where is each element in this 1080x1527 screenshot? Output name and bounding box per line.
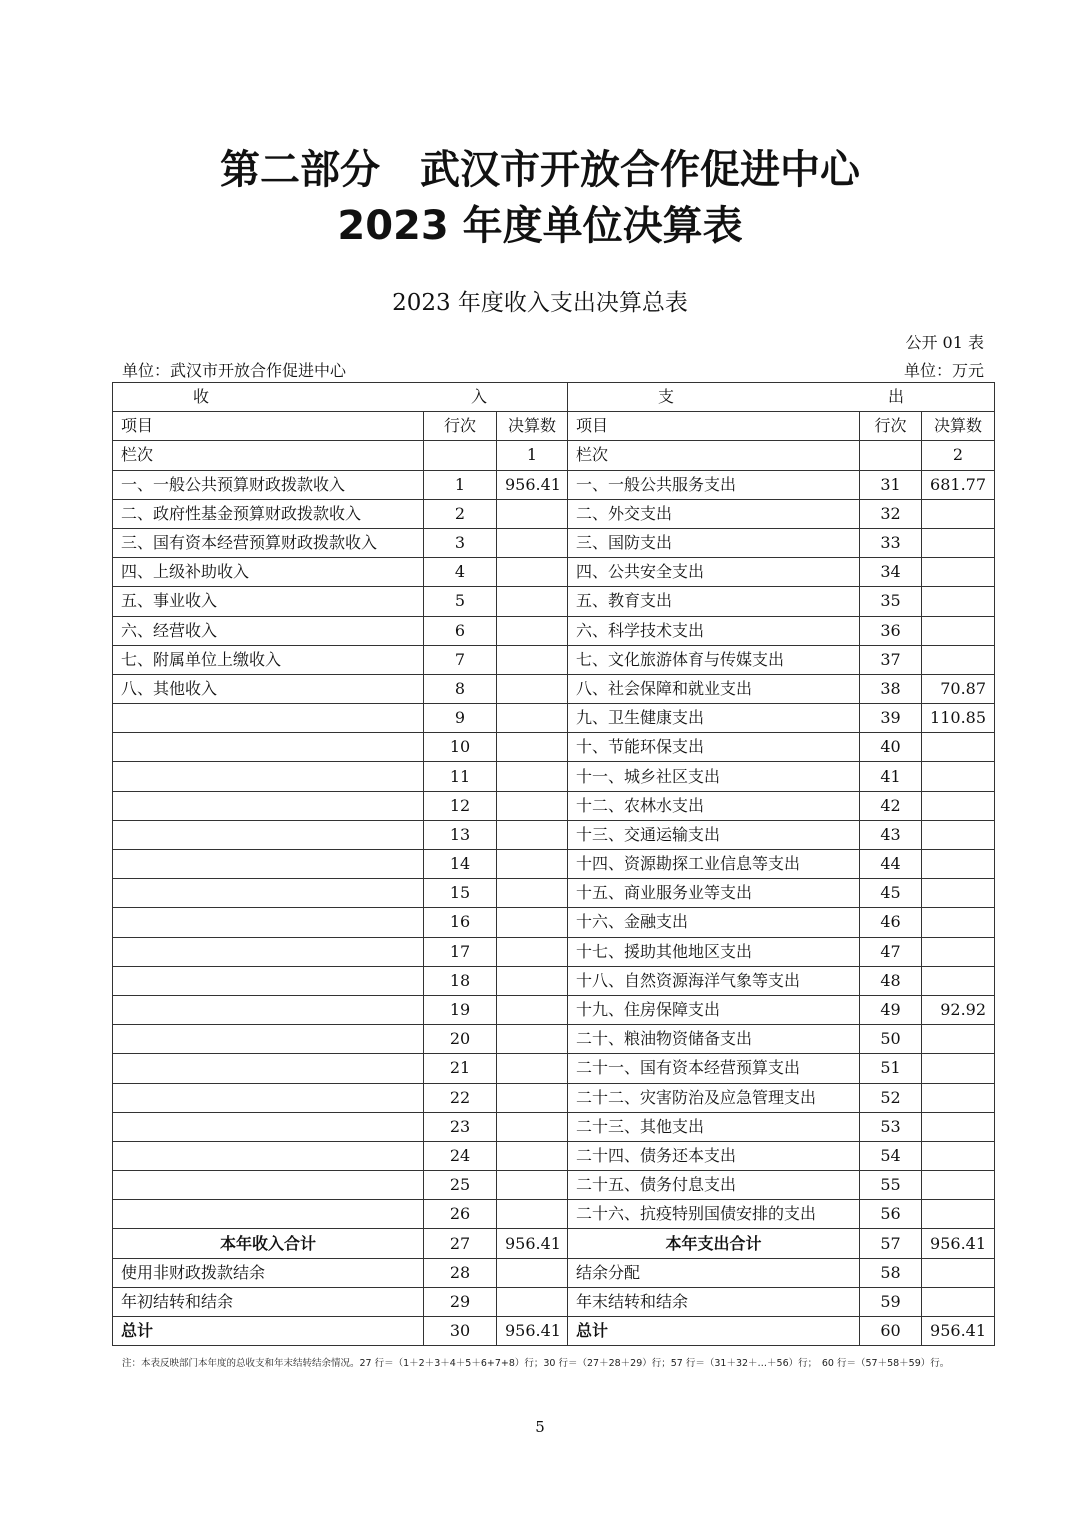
expense-amount [922,1025,995,1054]
expense-line-no: 37 [860,645,922,674]
expense-item: 二十三、其他支出 [568,1112,860,1141]
income-item-header: 项目 [113,412,424,441]
expense-item: 二十、粮油物资储备支出 [568,1025,860,1054]
expense-amount [922,558,995,587]
table-row [113,1200,995,1229]
expense-item: 六、科学技术支出 [568,616,860,645]
expense-line-no: 43 [860,820,922,849]
expense-amount: 110.85 [922,704,995,733]
income-line-no: 8 [424,674,497,703]
income-line-no: 3 [424,528,497,557]
table-row [113,470,995,499]
income-amount [497,850,568,879]
income-item: 使用非财政拨款结余 [113,1258,424,1287]
table-row [113,820,995,849]
expense-amount [922,616,995,645]
income-amount [497,762,568,791]
page-title-line2: 2023 年度单位决算表 [337,203,743,249]
income-line-no: 26 [424,1200,497,1229]
income-amount [497,908,568,937]
expense-item: 四、公共安全支出 [568,558,860,587]
income-amount [497,1258,568,1287]
income-section-header [113,383,568,412]
expense-line-no: 51 [860,1054,922,1083]
expense-item: 二、外交支出 [568,499,860,528]
summary-table [112,382,995,1346]
expense-item: 总计 [568,1317,860,1346]
expense-amount: 956.41 [922,1229,995,1258]
expense-line-no: 52 [860,1083,922,1112]
expense-line-no: 57 [860,1229,922,1258]
form-number: 公开 01 表 [905,333,984,352]
income-line-no: 24 [424,1141,497,1170]
expense-item: 七、文化旅游体育与传媒支出 [568,645,860,674]
income-item [113,1141,424,1170]
income-amount [497,733,568,762]
income-amount: 956.41 [497,1229,568,1258]
income-line-no: 20 [424,1025,497,1054]
income-item [113,1083,424,1112]
income-item [113,820,424,849]
expense-amount [922,937,995,966]
income-amount [497,1141,568,1170]
expense-line-no: 59 [860,1287,922,1316]
income-amount-header: 决算数 [497,412,568,441]
income-line-no: 4 [424,558,497,587]
expense-item: 十二、农林水支出 [568,791,860,820]
expense-line-no: 48 [860,966,922,995]
expense-item: 十四、资源勘探工业信息等支出 [568,850,860,879]
table-row [113,791,995,820]
income-item [113,791,424,820]
income-line-blank [424,441,497,470]
unit-organization: 单位：武汉市开放合作促进中心 [122,361,347,380]
expense-item: 八、社会保障和就业支出 [568,674,860,703]
expense-line-no: 42 [860,791,922,820]
expense-item: 二十六、抗疫特别国债安排的支出 [568,1200,860,1229]
income-amount [497,1025,568,1054]
income-amount [497,791,568,820]
income-line-no: 14 [424,850,497,879]
expense-amount [922,791,995,820]
expense-line-blank [860,441,922,470]
expense-item-header: 项目 [568,412,860,441]
expense-amount [922,1083,995,1112]
expense-amount [922,1200,995,1229]
expense-item: 十五、商业服务业等支出 [568,879,860,908]
expense-amount: 92.92 [922,995,995,1024]
expense-amount [922,1141,995,1170]
page-title-line1: 第二部分 武汉市开放合作促进中心 [220,147,860,193]
income-line-no: 29 [424,1287,497,1316]
income-amount [497,879,568,908]
expense-line-no: 60 [860,1317,922,1346]
unit-currency: 单位：万元 [903,361,984,380]
income-line-no: 22 [424,1083,497,1112]
table-row [113,499,995,528]
expense-item: 十九、住房保障支出 [568,995,860,1024]
section-header-row [113,383,995,412]
income-amount [497,1287,568,1316]
income-amount [497,558,568,587]
income-line-no: 30 [424,1317,497,1346]
income-line-no: 15 [424,879,497,908]
income-amount [497,1083,568,1112]
expense-amount [922,1287,995,1316]
income-amount [497,937,568,966]
expense-line-no: 40 [860,733,922,762]
table-row [113,850,995,879]
expense-item: 十、节能环保支出 [568,733,860,762]
expense-amount [922,528,995,557]
subtotal-row [113,1229,995,1258]
income-amount [497,587,568,616]
income-line-no: 2 [424,499,497,528]
expense-item: 十六、金融支出 [568,908,860,937]
expense-amount [922,762,995,791]
income-line-no: 23 [424,1112,497,1141]
expense-line-no: 53 [860,1112,922,1141]
expense-line-no: 58 [860,1258,922,1287]
income-line-no: 25 [424,1171,497,1200]
expense-line-no: 55 [860,1171,922,1200]
expense-line-no: 31 [860,470,922,499]
income-item: 七、附属单位上缴收入 [113,645,424,674]
income-amount [497,704,568,733]
table-row [113,528,995,557]
income-amount [497,1200,568,1229]
expense-amount [922,820,995,849]
income-line-no: 28 [424,1258,497,1287]
income-amount [497,645,568,674]
income-line-no: 10 [424,733,497,762]
expense-amount [922,645,995,674]
income-item [113,908,424,937]
expense-line-no: 36 [860,616,922,645]
page-number: 5 [535,1418,545,1436]
income-amount [497,616,568,645]
income-item [113,1112,424,1141]
expense-amount [922,850,995,879]
income-item [113,966,424,995]
income-item: 总计 [113,1317,424,1346]
table-row [113,937,995,966]
expense-line-no: 38 [860,674,922,703]
income-item [113,1171,424,1200]
income-item: 本年收入合计 [113,1229,424,1258]
income-line-no: 21 [424,1054,497,1083]
income-amount [497,674,568,703]
table-row [113,645,995,674]
income-amount [497,528,568,557]
expense-amount [922,733,995,762]
income-item [113,850,424,879]
table-row [113,704,995,733]
income-column-number: 1 [497,441,568,470]
expense-amount: 681.77 [922,470,995,499]
income-line-no: 19 [424,995,497,1024]
expense-line-no: 46 [860,908,922,937]
table-row [113,674,995,703]
income-item: 五、事业收入 [113,587,424,616]
expense-line-no: 54 [860,1141,922,1170]
expense-header-char2: 出 [888,387,905,407]
expense-line-no: 39 [860,704,922,733]
income-line-no: 17 [424,937,497,966]
income-item [113,879,424,908]
expense-item: 二十二、灾害防治及应急管理支出 [568,1083,860,1112]
expense-column-label: 栏次 [568,441,860,470]
expense-item: 年末结转和结余 [568,1287,860,1316]
table-row [113,966,995,995]
expense-amount [922,499,995,528]
expense-item: 十七、援助其他地区支出 [568,937,860,966]
table-title: 2023 年度收入支出决算总表 [392,290,688,316]
column-number-row [113,441,995,470]
expense-line-no: 33 [860,528,922,557]
income-item [113,1200,424,1229]
expense-item: 本年支出合计 [568,1229,860,1258]
income-header-char2: 入 [470,387,487,407]
income-item [113,762,424,791]
income-item [113,1025,424,1054]
column-header-row [113,412,995,441]
income-line-no: 16 [424,908,497,937]
income-amount [497,995,568,1024]
expense-amount [922,1112,995,1141]
expense-item: 一、一般公共服务支出 [568,470,860,499]
expense-line-no: 47 [860,937,922,966]
table-row [113,1083,995,1112]
income-item: 六、经营收入 [113,616,424,645]
table-row [113,1112,995,1141]
expense-line-no: 35 [860,587,922,616]
expense-header-char1: 支 [658,387,675,407]
income-line-no: 6 [424,616,497,645]
expense-item: 三、国防支出 [568,528,860,557]
table-row [113,558,995,587]
income-column-label: 栏次 [113,441,424,470]
table-row [113,995,995,1024]
expense-line-no: 56 [860,1200,922,1229]
income-item: 年初结转和结余 [113,1287,424,1316]
income-item [113,704,424,733]
table-note: 注：本表反映部门本年度的总收支和年末结转结余情况。27 行＝（1＋2＋3＋4＋5＋6+7+8）行；30 行＝（27＋28＋29）行；57 行＝（31＋32＋…＋56）行； 60 行＝（57＋58＋59）行。 [122,1358,950,1369]
expense-amount [922,1171,995,1200]
expense-amount [922,879,995,908]
income-line-header: 行次 [424,412,497,441]
expense-line-no: 49 [860,995,922,1024]
table-row [113,908,995,937]
expense-item: 二十四、债务还本支出 [568,1141,860,1170]
income-line-no: 27 [424,1229,497,1258]
income-amount: 956.41 [497,470,568,499]
table-row [113,733,995,762]
table-row [113,1025,995,1054]
income-item: 八、其他收入 [113,674,424,703]
income-line-no: 1 [424,470,497,499]
income-header-char1: 收 [193,387,210,407]
income-item: 二、政府性基金预算财政拨款收入 [113,499,424,528]
expense-line-no: 50 [860,1025,922,1054]
income-amount [497,1171,568,1200]
income-amount [497,499,568,528]
table-row [113,616,995,645]
income-line-no: 11 [424,762,497,791]
expense-item: 十三、交通运输支出 [568,820,860,849]
expense-amount [922,908,995,937]
expense-amount [922,966,995,995]
table-row [113,587,995,616]
income-line-no: 7 [424,645,497,674]
table-row [113,879,995,908]
income-amount [497,1112,568,1141]
income-item [113,733,424,762]
income-item: 三、国有资本经营预算财政拨款收入 [113,528,424,557]
income-item: 四、上级补助收入 [113,558,424,587]
table-row [113,1258,995,1287]
income-amount: 956.41 [497,1317,568,1346]
income-amount [497,966,568,995]
income-item [113,937,424,966]
expense-amount [922,1054,995,1083]
expense-amount-header: 决算数 [922,412,995,441]
income-line-no: 12 [424,791,497,820]
expense-column-number: 2 [922,441,995,470]
table-row [113,1171,995,1200]
expense-section-header [568,383,995,412]
expense-item: 十八、自然资源海洋气象等支出 [568,966,860,995]
expense-line-no: 32 [860,499,922,528]
income-item [113,1054,424,1083]
expense-line-no: 34 [860,558,922,587]
income-line-no: 9 [424,704,497,733]
expense-amount: 70.87 [922,674,995,703]
expense-line-no: 41 [860,762,922,791]
expense-item: 十一、城乡社区支出 [568,762,860,791]
expense-amount [922,1258,995,1287]
expense-amount [922,587,995,616]
table-row [113,1141,995,1170]
expense-item: 结余分配 [568,1258,860,1287]
expense-line-header: 行次 [860,412,922,441]
expense-amount: 956.41 [922,1317,995,1346]
table-row [113,1287,995,1316]
income-amount [497,1054,568,1083]
income-line-no: 13 [424,820,497,849]
income-line-no: 18 [424,966,497,995]
expense-item: 二十一、国有资本经营预算支出 [568,1054,860,1083]
expense-line-no: 45 [860,879,922,908]
expense-line-no: 44 [860,850,922,879]
income-line-no: 5 [424,587,497,616]
table-row [113,762,995,791]
income-amount [497,820,568,849]
income-item: 一、一般公共预算财政拨款收入 [113,470,424,499]
income-item [113,995,424,1024]
total-row [113,1317,995,1346]
expense-item: 二十五、债务付息支出 [568,1171,860,1200]
table-row [113,1054,995,1083]
expense-item: 五、教育支出 [568,587,860,616]
expense-item: 九、卫生健康支出 [568,704,860,733]
